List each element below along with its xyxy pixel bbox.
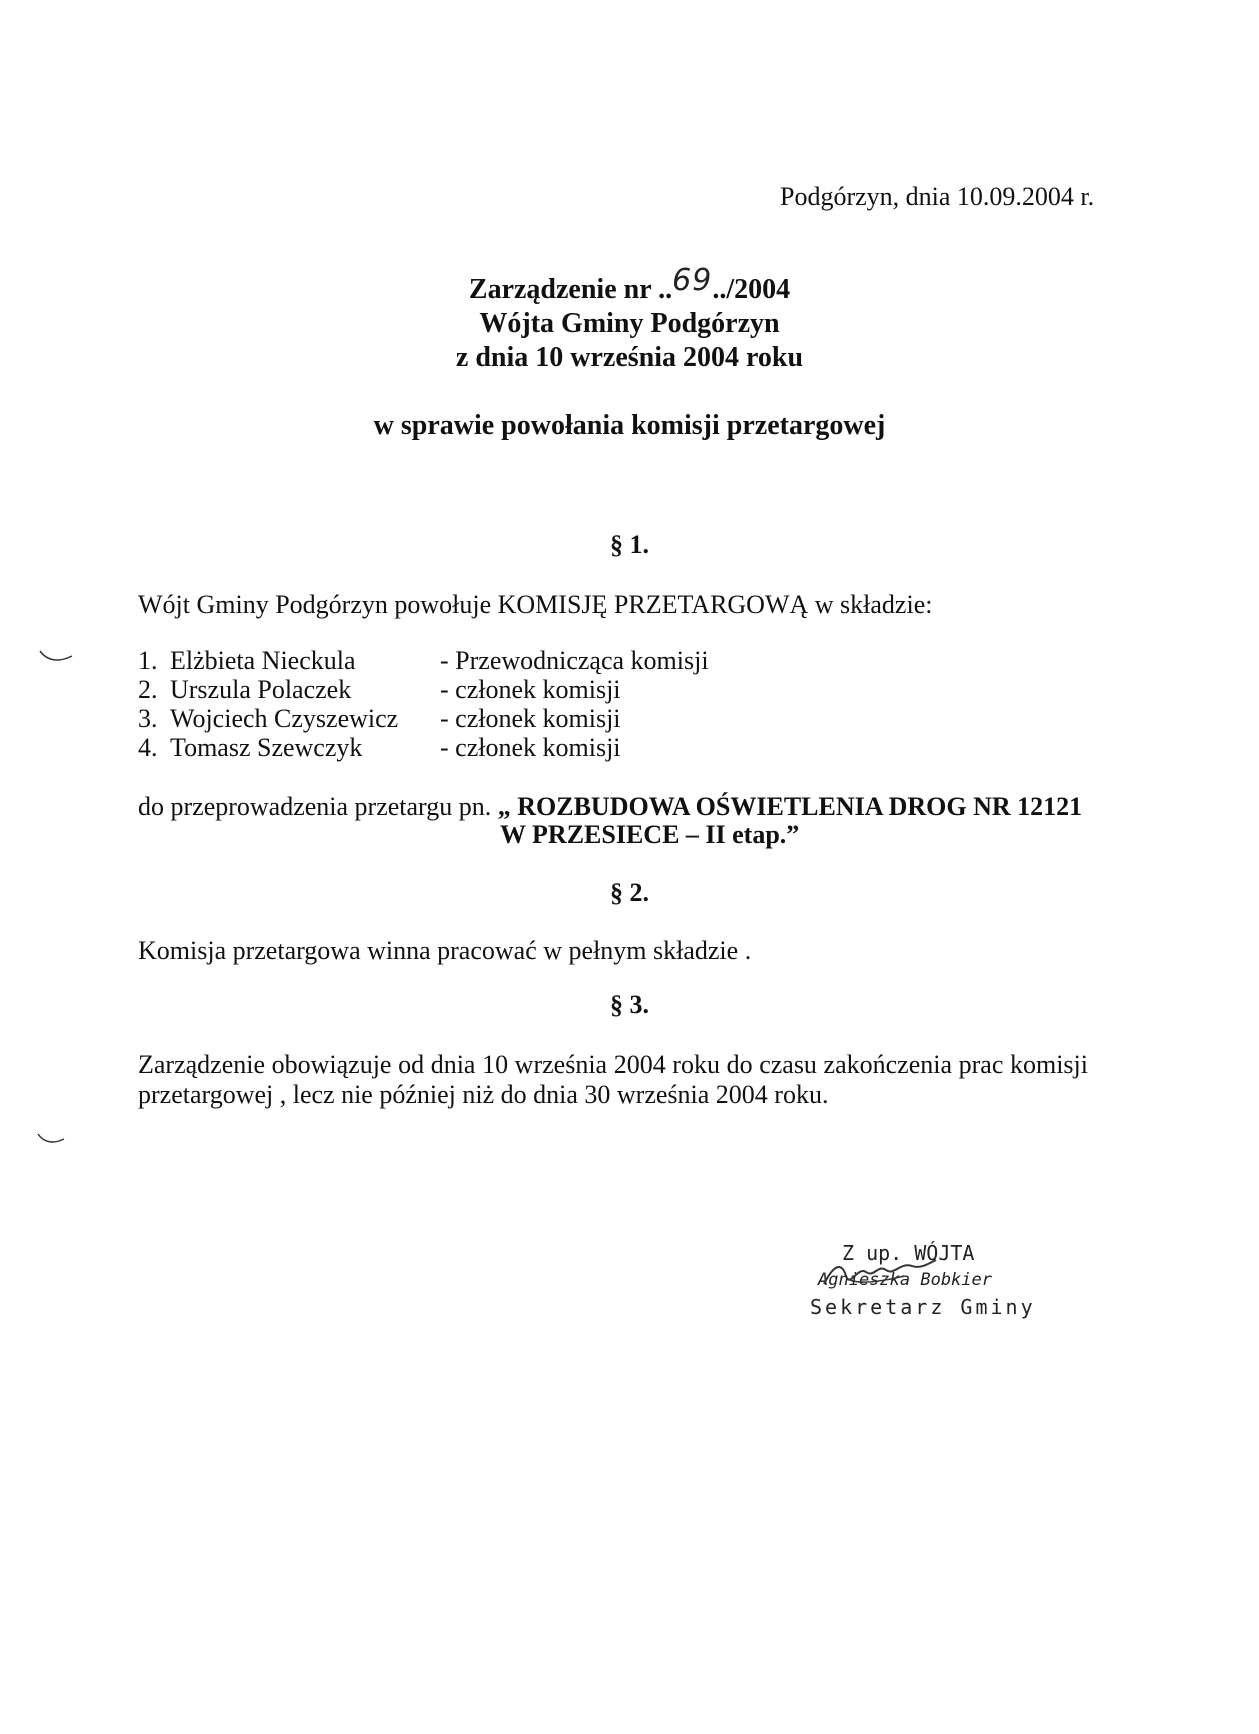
tender-line-1 [138,792,1082,822]
tender-prefix: do przeprowadzenia przetargu pn. [138,792,498,821]
handwritten-number: 69 [672,263,713,298]
member-name: Elżbieta Nieckula [170,646,356,675]
title-line-2: Wójta Gminy Podgórzyn [479,308,780,339]
section-3-text: Zarządzenie obowiązuje od dnia 10 września 2004 roku do czasu zakończenia prac komisji przetargowej , lecz nie później niż do dnia 30 września 2004 roku. [138,1050,1088,1109]
member-role: - członek komisji [440,704,621,733]
handwritten-signature [820,1254,940,1294]
member-number: 3. [138,704,158,733]
margin-mark [38,648,74,664]
title-prefix: Zarządzenie nr .. [468,274,673,305]
place-date: Podgórzyn, dnia 10.09.2004 r. [780,182,1095,211]
section-2-heading: § 2. [610,878,649,907]
section-2-text: Komisja przetargowa winna pracować w pełnym składzie . [138,936,752,965]
section-1-heading: § 1. [610,530,649,559]
title-suffix: ../2004 [712,274,791,305]
member-role: - Przewodnicząca komisji [440,646,709,675]
title-line-1 [0,263,1259,307]
member-number: 2. [138,675,158,704]
section-1-intro: Wójt Gminy Podgórzyn powołuje KOMISJĘ PRZETARGOWĄ w składzie: [138,590,933,619]
document-title [0,263,1259,375]
member-role: - członek komisji [440,733,621,762]
member-name: Urszula Polaczek [170,675,352,704]
member-name: Wojciech Czyszewicz [170,704,399,733]
margin-mark [36,1132,66,1146]
member-role: - członek komisji [440,675,621,704]
signature-line-3: Sekretarz Gminy [810,1295,1036,1319]
signature-line-1: Z up. WÓJTA [842,1241,975,1265]
title-line-3: z dnia 10 września 2004 roku [455,342,804,373]
member-number: 4. [138,733,158,762]
section-3-heading: § 3. [610,990,649,1019]
tender-name-1: „ ROZBUDOWA OŚWIETLENIA DROG NR 12121 [497,792,1083,821]
member-name: Tomasz Szewczyk [170,733,363,762]
member-number: 1. [138,646,158,675]
tender-name-2: W PRZESIECE – II etap.” [500,820,800,849]
signature-line-2: Agnieszka Bobkier [818,1270,992,1290]
document-subject: w sprawie powołania komisji przetargowej [373,410,886,441]
